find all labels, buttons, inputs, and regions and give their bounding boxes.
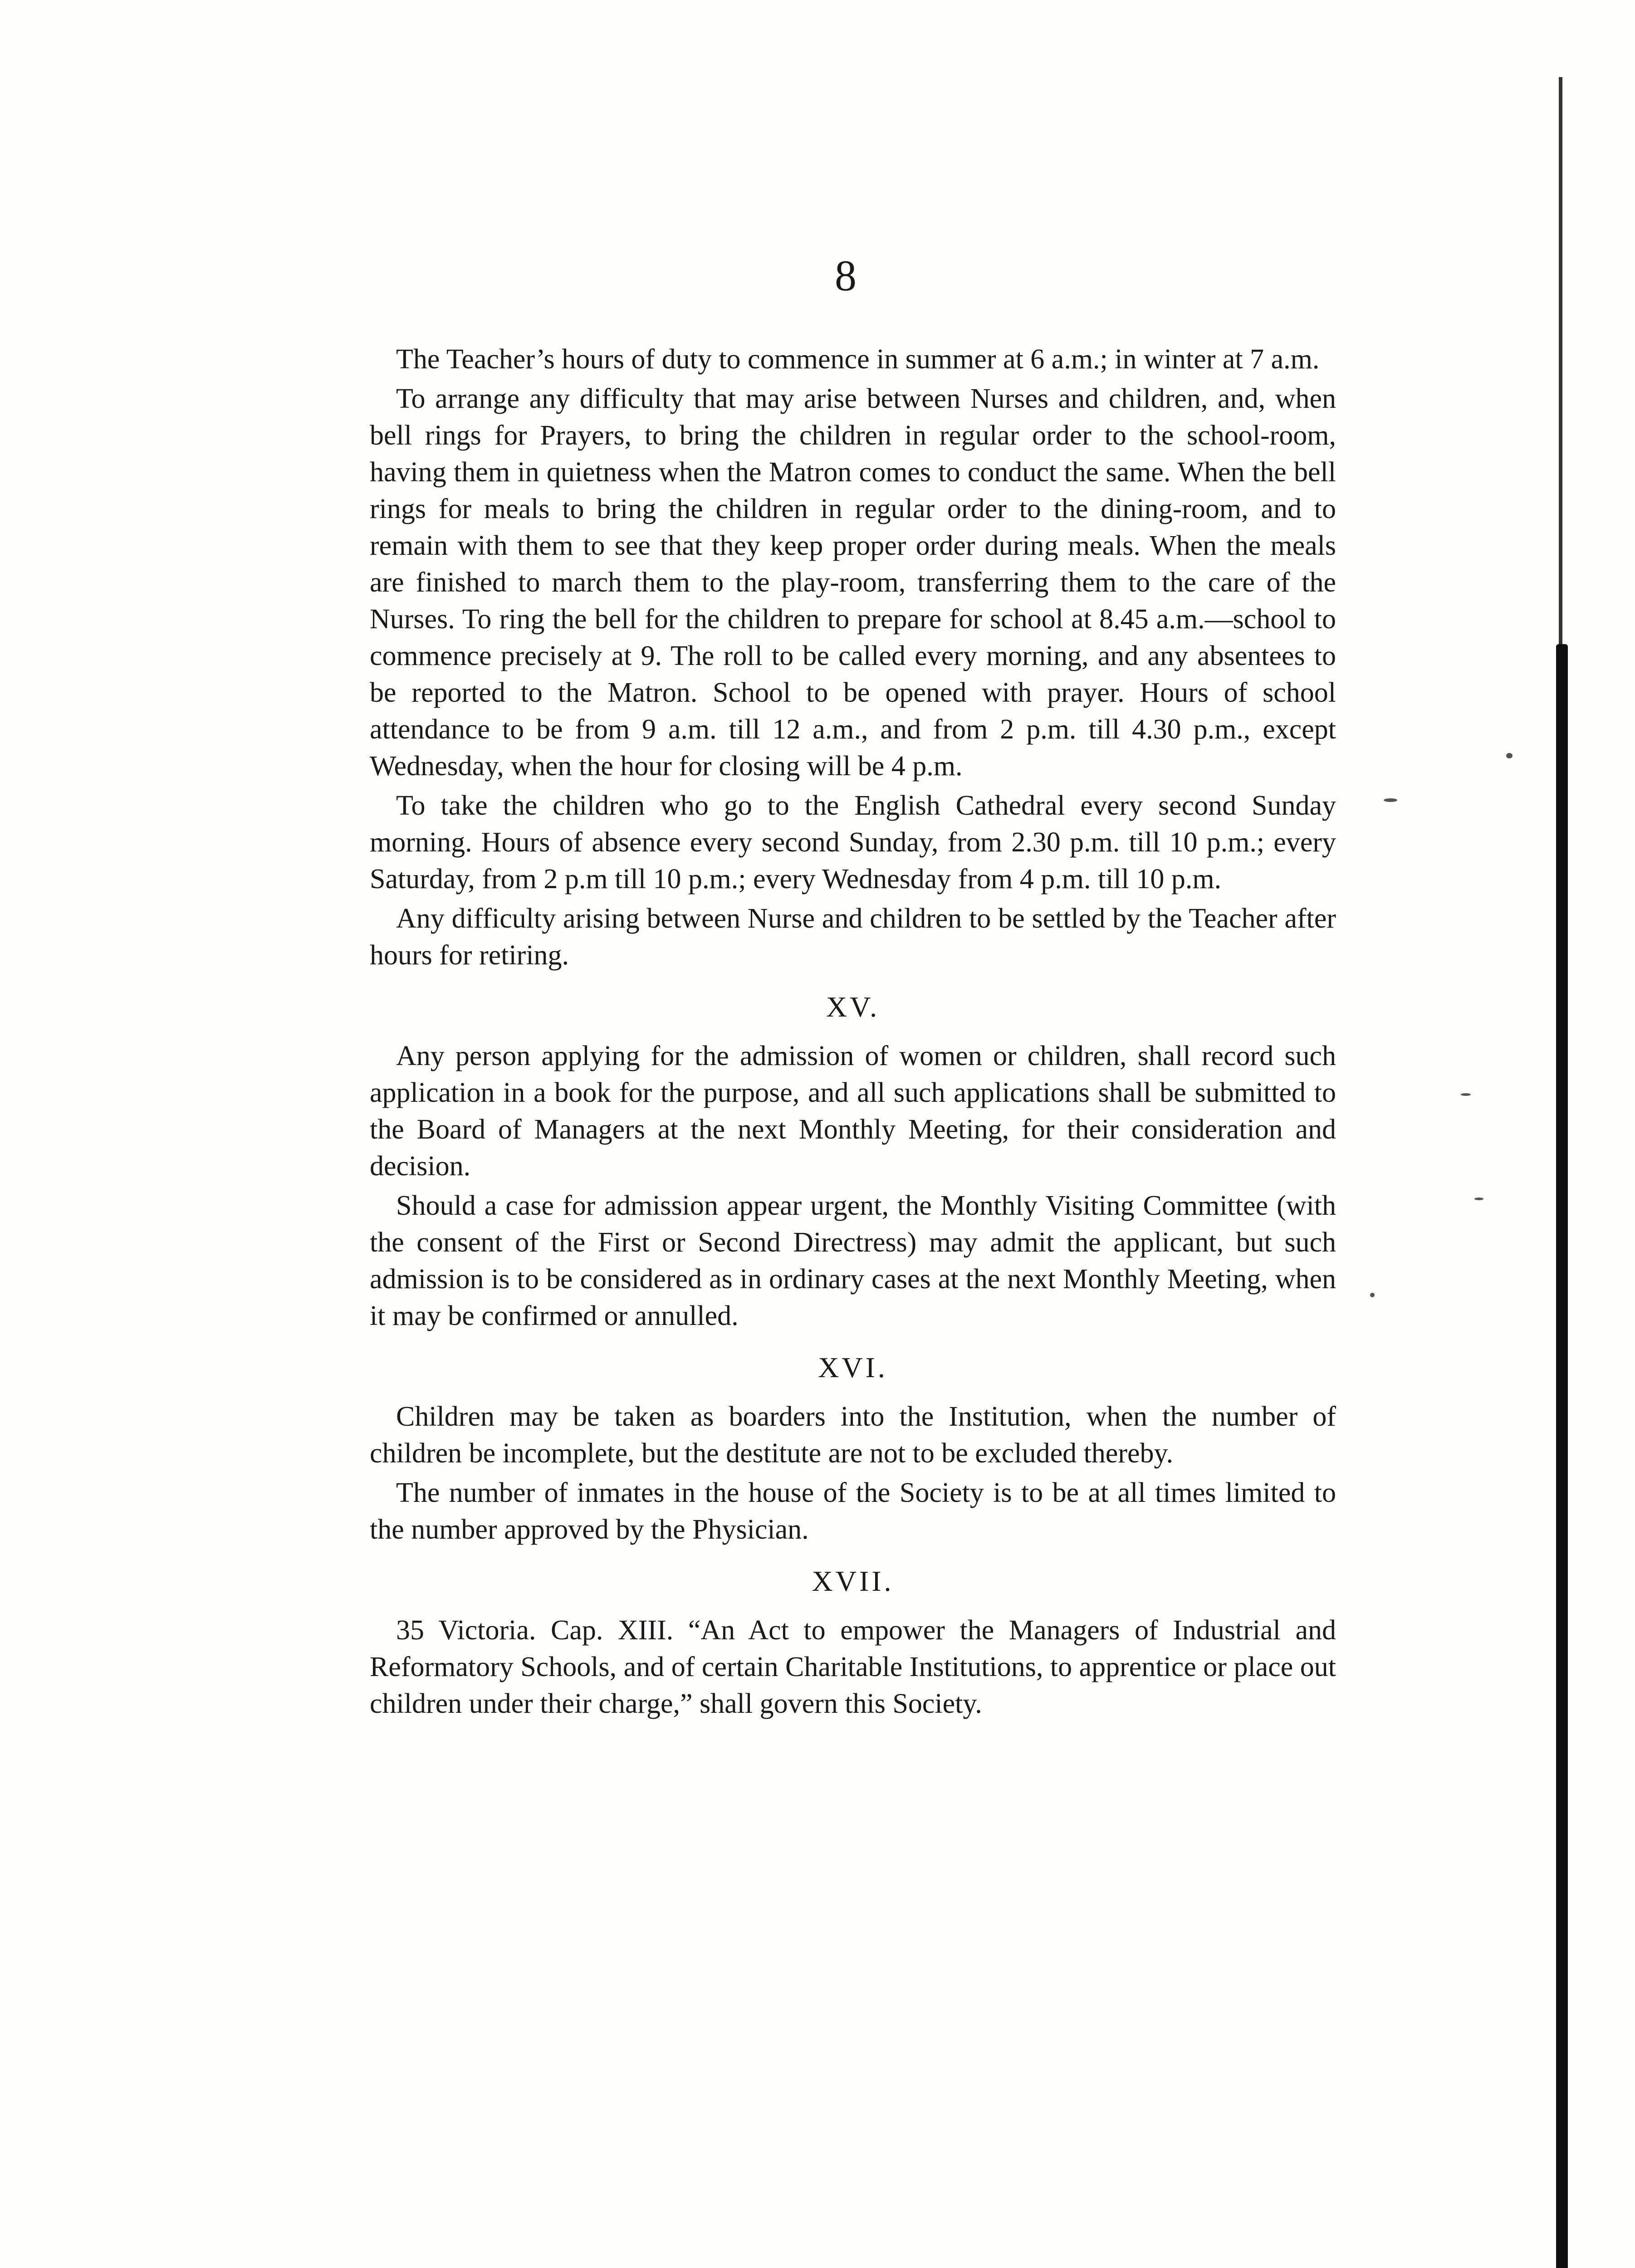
scan-speck bbox=[1506, 753, 1513, 758]
scan-binding-shadow bbox=[1556, 644, 1568, 2268]
scan-speck bbox=[1384, 798, 1397, 802]
paragraph: Children may be taken as boarders into the Institution, when the number of children be incomplete, but the destitute are not to be excluded thereby. bbox=[370, 1401, 1336, 1469]
paragraph: The Teacher’s hours of duty to commence in summer at 6 a.m.; in winter at 7 a.m. bbox=[396, 344, 1320, 375]
section-heading: XVII. bbox=[812, 1565, 894, 1597]
scan-speck bbox=[1461, 1093, 1471, 1096]
scan-speck bbox=[1370, 1293, 1375, 1297]
page-body bbox=[370, 341, 1336, 1725]
paragraph: To take the children who go to the English Cathedral every second Sunday morning. Hours of absence every second Sunday, from 2.30 p.m. till 10 p.m.; every Saturday, from 2 p.m till 10 p.m.; every Wednesday from 4 p.m. till 10 p.m. bbox=[370, 790, 1336, 894]
paragraph: The number of inmates in the house of the Society is to be at all times limited to the number approved by the Physician. bbox=[370, 1477, 1336, 1545]
page-number: 8 bbox=[835, 251, 857, 300]
paragraph: 35 Victoria. Cap. XIII. “An Act to empower the Managers of Industrial and Reformatory Schools, and of certain Charitable Institutions, to apprentice or place out children under their charge,” shall govern this Society. bbox=[370, 1615, 1336, 1719]
paragraph: Any difficulty arising between Nurse and children to be settled by the Teacher after hours for retiring. bbox=[370, 903, 1336, 971]
paragraph: To arrange any difficulty that may arise between Nurses and children, and, when bell rings for Prayers, to bring the children in regular order to the school-room, having them in quietness when the Matron comes to conduct the same. When the bell rings for meals to bring the children in regular order to the dining-room, and to remain with them to see that they keep proper order during meals. When the meals are finished to march them to the play-room, transferring them to the care of the Nurses. To ring the bell for the children to prepare for school at 8.45 a.m.—school to commence precisely at 9. The roll to be called every morning, and any absentees to be reported to the Matron. School to be opened with prayer. Hours of school attendance to be from 9 a.m. till 12 a.m., and from 2 p.m. till 4.30 p.m., except Wednesday, when the hour for closing will be 4 p.m. bbox=[370, 383, 1336, 782]
section-heading: XV. bbox=[826, 991, 880, 1023]
paragraph: Should a case for admission appear urgent, the Monthly Visiting Committee (with the consent of the First or Second Directress) may admit the applicant, but such admission is to be considered as in ordinary cases at the next Monthly Meeting, when it may be confirmed or annulled. bbox=[370, 1190, 1336, 1331]
paragraph: Any person applying for the admission of women or children, shall record such application in a book for the purpose, and all such applications shall be submitted to the Board of Managers at the next Monthly Meeting, for their consideration and decision. bbox=[370, 1041, 1336, 1182]
scan-speck bbox=[1474, 1198, 1483, 1200]
scan-edge-mark bbox=[1559, 77, 1562, 644]
section-heading: XVI. bbox=[818, 1351, 888, 1383]
